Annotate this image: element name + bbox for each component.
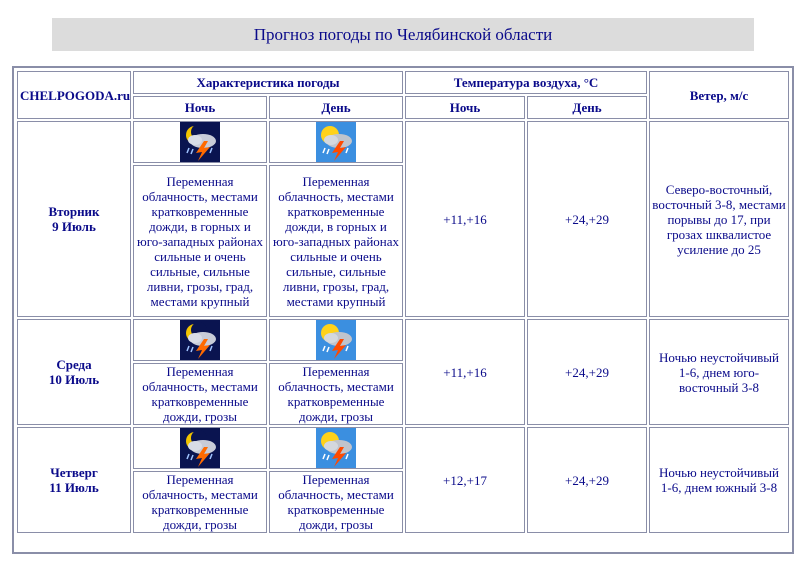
night-thunderstorm-rain-icon bbox=[180, 320, 220, 360]
temp-day: +24,+29 bbox=[527, 427, 647, 533]
weekday: Вторник bbox=[48, 204, 100, 219]
night-description: Переменная облачность, местами кратковременные дожди, грозы bbox=[133, 363, 267, 425]
header-site: CHELPOGODA.ru bbox=[17, 71, 131, 119]
day-label bbox=[17, 427, 131, 533]
wind-text: Ночью неустойчивый 1-6, днем юго-восточный 3-8 bbox=[649, 319, 789, 425]
forecast-frame bbox=[12, 66, 794, 554]
day-thunderstorm-rain-icon bbox=[316, 428, 356, 468]
temp-day: +24,+29 bbox=[527, 121, 647, 317]
header-temp-night: Ночь bbox=[405, 96, 525, 119]
date: 11 Июль bbox=[49, 480, 99, 495]
day-thunderstorm-rain-icon bbox=[316, 320, 356, 360]
night-icon-cell bbox=[133, 319, 267, 361]
day-label bbox=[17, 121, 131, 317]
day-icon-cell bbox=[269, 427, 403, 469]
weekday: Среда bbox=[56, 357, 92, 372]
date: 10 Июль bbox=[48, 372, 100, 387]
night-thunderstorm-rain-icon bbox=[180, 428, 220, 468]
wind-text: Северо-восточный, восточный 3-8, местами порывы до 17, при грозах шквалистое усиление до 25 bbox=[649, 121, 789, 317]
night-icon-cell bbox=[133, 427, 267, 469]
day-description: Переменная облачность, местами кратковременные дожди, грозы bbox=[269, 471, 403, 533]
night-icon-cell bbox=[133, 121, 267, 163]
temp-night: +11,+16 bbox=[405, 121, 525, 317]
day-icon-cell bbox=[269, 121, 403, 163]
night-description: Переменная облачность, местами кратковременные дожди, в горных и юго-западных районах сильные и очень сильные, сильные ливни, грозы, град, местами крупный bbox=[133, 165, 267, 317]
forecast-row bbox=[17, 319, 789, 361]
temp-night: +11,+16 bbox=[405, 319, 525, 425]
temp-day: +24,+29 bbox=[527, 319, 647, 425]
night-description: Переменная облачность, местами кратковременные дожди, грозы bbox=[133, 471, 267, 533]
page-title: Прогноз погоды по Челябинской области bbox=[52, 18, 754, 51]
day-description: Переменная облачность, местами кратковременные дожди, в горных и юго-западных районах сильные и очень сильные, сильные ливни, грозы, град, местами крупный bbox=[269, 165, 403, 317]
header-weather-characteristics: Характеристика погоды bbox=[133, 71, 403, 94]
temp-night: +12,+17 bbox=[405, 427, 525, 533]
day-thunderstorm-rain-icon bbox=[316, 122, 356, 162]
day-label bbox=[17, 319, 131, 425]
header-wind: Ветер, м/с bbox=[649, 71, 789, 119]
day-icon-cell bbox=[269, 319, 403, 361]
forecast-table bbox=[15, 69, 791, 535]
forecast-row bbox=[17, 121, 789, 163]
night-thunderstorm-rain-icon bbox=[180, 122, 220, 162]
header-weather-day: День bbox=[269, 96, 403, 119]
header-weather-night: Ночь bbox=[133, 96, 267, 119]
weekday: Четверг bbox=[50, 465, 98, 480]
forecast-row bbox=[17, 427, 789, 469]
header-air-temperature: Температура воздуха, °С bbox=[405, 71, 647, 94]
wind-text: Ночью неустойчивый 1-6, днем южный 3-8 bbox=[649, 427, 789, 533]
day-description: Переменная облачность, местами кратковременные дожди, грозы bbox=[269, 363, 403, 425]
header-temp-day: День bbox=[527, 96, 647, 119]
date: 9 Июль bbox=[52, 219, 96, 234]
